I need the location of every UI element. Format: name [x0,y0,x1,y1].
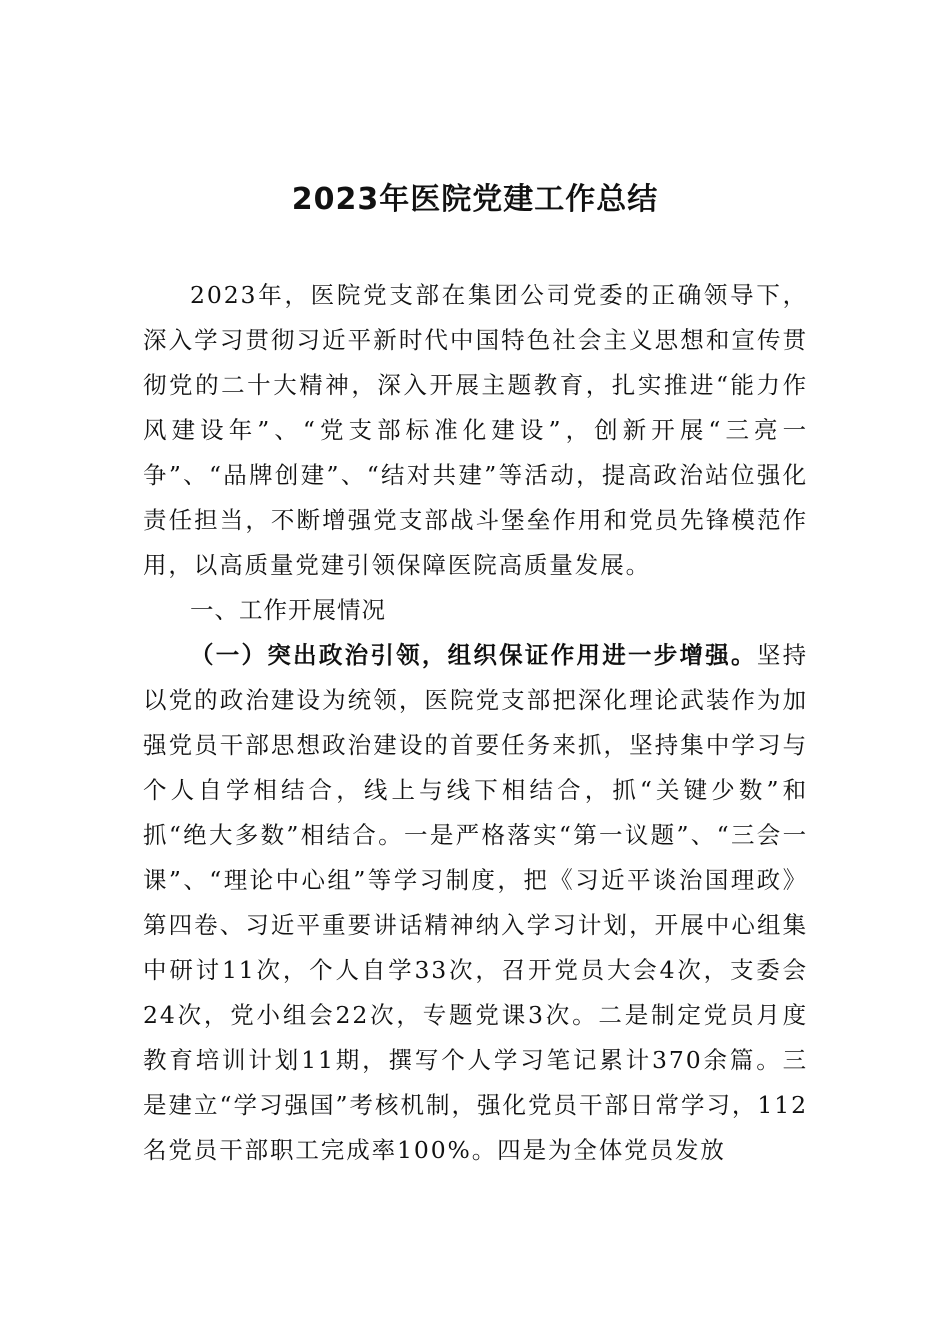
document-body [143,273,808,1173]
intro-paragraph: 2023年，医院党支部在集团公司党委的正确领导下，深入学习贯彻习近平新时代中国特色社会主义思想和宣传贯彻党的二十大精神，深入开展主题教育，扎实推进“能力作风建设年”、“党支部标准化建设”，创新开展“三亮一争”、“品牌创建”、“结对共建”等活动，提高政治站位强化责任担当，不断增强党支部战斗堡垒作用和党员先锋模范作用，以高质量党建引领保障医院高质量发展。 [143,281,808,579]
subsection-body: 坚持以党的政治建设为统领，医院党支部把深化理论武装作为加强党员干部思想政治建设的首要任务来抓，坚持集中学习与个人自学相结合，线上与线下相结合，抓“关键少数”和抓“绝大多数”相结合。一是严格落实“第一议题”、“三会一课”、“理论中心组”等学习制度，把《习近平谈治国理政》第四卷、习近平重要讲话精神纳入学习计划，开展中心组集中研讨11次，个人自学33次，召开党员大会4次，支委会24次，党小组会22次，专题党课3次。二是制定党员月度教育培训计划11期，撰写个人学习笔记累计370余篇。三是建立“学习强国”考核机制，强化党员干部日常学习，112名党员干部职工完成率100%。四是为全体党员发放 [143,641,808,1164]
subsection-lead: （一）突出政治引领，组织保证作用进一步增强。 [190,641,757,669]
subsection-paragraph-political-leadership [143,633,808,1173]
document-title: 2023年医院党建工作总结 [291,182,659,217]
section-heading-work-progress: 一、工作开展情况 [190,596,386,624]
